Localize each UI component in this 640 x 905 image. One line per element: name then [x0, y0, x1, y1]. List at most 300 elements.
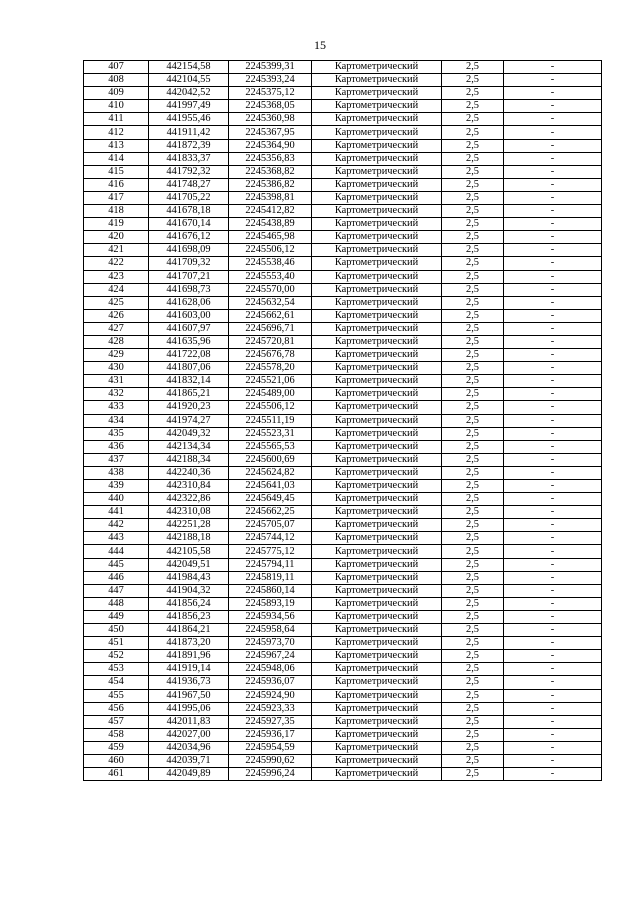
point-number-cell: 428 — [84, 335, 149, 348]
x-coordinate-cell: 442011,83 — [149, 715, 229, 728]
table-row — [84, 754, 602, 767]
point-number-cell: 459 — [84, 741, 149, 754]
description-cell: - — [504, 493, 602, 506]
accuracy-cell: 2,5 — [442, 741, 504, 754]
accuracy-cell: 2,5 — [442, 113, 504, 126]
table-row — [84, 87, 602, 100]
accuracy-cell: 2,5 — [442, 676, 504, 689]
point-number-cell: 433 — [84, 401, 149, 414]
y-coordinate-cell: 2245506,12 — [229, 244, 312, 257]
point-number-cell: 407 — [84, 61, 149, 74]
method-cell: Картометрический — [312, 74, 442, 87]
method-cell: Картометрический — [312, 139, 442, 152]
point-number-cell: 458 — [84, 728, 149, 741]
table-row — [84, 532, 602, 545]
table-row — [84, 584, 602, 597]
description-cell: - — [504, 571, 602, 584]
x-coordinate-cell: 442322,86 — [149, 493, 229, 506]
method-cell: Картометрический — [312, 663, 442, 676]
accuracy-cell: 2,5 — [442, 126, 504, 139]
method-cell: Картометрический — [312, 768, 442, 781]
method-cell: Картометрический — [312, 205, 442, 218]
description-cell: - — [504, 178, 602, 191]
description-cell: - — [504, 218, 602, 231]
method-cell: Картометрический — [312, 558, 442, 571]
accuracy-cell: 2,5 — [442, 571, 504, 584]
point-number-cell: 416 — [84, 178, 149, 191]
method-cell: Картометрический — [312, 624, 442, 637]
point-number-cell: 457 — [84, 715, 149, 728]
point-number-cell: 429 — [84, 349, 149, 362]
description-cell: - — [504, 191, 602, 204]
x-coordinate-cell: 442039,71 — [149, 754, 229, 767]
description-cell: - — [504, 532, 602, 545]
method-cell: Картометрический — [312, 309, 442, 322]
table-row — [84, 335, 602, 348]
description-cell: - — [504, 100, 602, 113]
table-row — [84, 466, 602, 479]
method-cell: Картометрический — [312, 480, 442, 493]
table-row — [84, 218, 602, 231]
y-coordinate-cell: 2245570,00 — [229, 283, 312, 296]
method-cell: Картометрический — [312, 545, 442, 558]
description-cell: - — [504, 152, 602, 165]
y-coordinate-cell: 2245399,31 — [229, 61, 312, 74]
accuracy-cell: 2,5 — [442, 74, 504, 87]
description-cell: - — [504, 349, 602, 362]
method-cell: Картометрический — [312, 231, 442, 244]
method-cell: Картометрический — [312, 322, 442, 335]
description-cell: - — [504, 205, 602, 218]
accuracy-cell: 2,5 — [442, 480, 504, 493]
x-coordinate-cell: 442251,28 — [149, 519, 229, 532]
accuracy-cell: 2,5 — [442, 257, 504, 270]
method-cell: Картометрический — [312, 165, 442, 178]
x-coordinate-cell: 441974,27 — [149, 414, 229, 427]
x-coordinate-cell: 441748,27 — [149, 178, 229, 191]
accuracy-cell: 2,5 — [442, 309, 504, 322]
method-cell: Картометрический — [312, 597, 442, 610]
table-row — [84, 545, 602, 558]
x-coordinate-cell: 441707,21 — [149, 270, 229, 283]
accuracy-cell: 2,5 — [442, 191, 504, 204]
table-row — [84, 676, 602, 689]
table-row — [84, 322, 602, 335]
accuracy-cell: 2,5 — [442, 466, 504, 479]
description-cell: - — [504, 126, 602, 139]
description-cell: - — [504, 689, 602, 702]
description-cell: - — [504, 768, 602, 781]
y-coordinate-cell: 2245860,14 — [229, 584, 312, 597]
y-coordinate-cell: 2245489,00 — [229, 388, 312, 401]
x-coordinate-cell: 441856,24 — [149, 597, 229, 610]
accuracy-cell: 2,5 — [442, 427, 504, 440]
point-number-cell: 434 — [84, 414, 149, 427]
accuracy-cell: 2,5 — [442, 205, 504, 218]
description-cell: - — [504, 414, 602, 427]
table-row — [84, 205, 602, 218]
x-coordinate-cell: 441807,06 — [149, 362, 229, 375]
point-number-cell: 426 — [84, 309, 149, 322]
table-row — [84, 741, 602, 754]
point-number-cell: 449 — [84, 610, 149, 623]
point-number-cell: 436 — [84, 440, 149, 453]
table-row — [84, 506, 602, 519]
description-cell: - — [504, 270, 602, 283]
point-number-cell: 418 — [84, 205, 149, 218]
accuracy-cell: 2,5 — [442, 87, 504, 100]
method-cell: Картометрический — [312, 257, 442, 270]
method-cell: Картометрический — [312, 152, 442, 165]
y-coordinate-cell: 2245973,70 — [229, 637, 312, 650]
point-number-cell: 448 — [84, 597, 149, 610]
table-row — [84, 152, 602, 165]
accuracy-cell: 2,5 — [442, 519, 504, 532]
x-coordinate-cell: 442310,08 — [149, 506, 229, 519]
accuracy-cell: 2,5 — [442, 178, 504, 191]
description-cell: - — [504, 61, 602, 74]
accuracy-cell: 2,5 — [442, 637, 504, 650]
accuracy-cell: 2,5 — [442, 362, 504, 375]
table-row — [84, 571, 602, 584]
x-coordinate-cell: 441698,09 — [149, 244, 229, 257]
table-row — [84, 637, 602, 650]
point-number-cell: 422 — [84, 257, 149, 270]
x-coordinate-cell: 442310,84 — [149, 480, 229, 493]
description-cell: - — [504, 74, 602, 87]
description-cell: - — [504, 440, 602, 453]
y-coordinate-cell: 2245393,24 — [229, 74, 312, 87]
accuracy-cell: 2,5 — [442, 663, 504, 676]
y-coordinate-cell: 2245662,25 — [229, 506, 312, 519]
description-cell: - — [504, 676, 602, 689]
x-coordinate-cell: 441705,22 — [149, 191, 229, 204]
description-cell: - — [504, 610, 602, 623]
accuracy-cell: 2,5 — [442, 401, 504, 414]
y-coordinate-cell: 2245924,90 — [229, 689, 312, 702]
description-cell: - — [504, 139, 602, 152]
y-coordinate-cell: 2245819,11 — [229, 571, 312, 584]
accuracy-cell: 2,5 — [442, 165, 504, 178]
y-coordinate-cell: 2245553,40 — [229, 270, 312, 283]
point-number-cell: 452 — [84, 650, 149, 663]
description-cell: - — [504, 506, 602, 519]
method-cell: Картометрический — [312, 715, 442, 728]
x-coordinate-cell: 442134,34 — [149, 440, 229, 453]
accuracy-cell: 2,5 — [442, 702, 504, 715]
y-coordinate-cell: 2245954,59 — [229, 741, 312, 754]
x-coordinate-cell: 441792,32 — [149, 165, 229, 178]
x-coordinate-cell: 441698,73 — [149, 283, 229, 296]
point-number-cell: 419 — [84, 218, 149, 231]
method-cell: Картометрический — [312, 296, 442, 309]
table-row — [84, 519, 602, 532]
method-cell: Картометрический — [312, 283, 442, 296]
description-cell: - — [504, 545, 602, 558]
y-coordinate-cell: 2245398,81 — [229, 191, 312, 204]
accuracy-cell: 2,5 — [442, 545, 504, 558]
description-cell: - — [504, 309, 602, 322]
point-number-cell: 425 — [84, 296, 149, 309]
point-number-cell: 444 — [84, 545, 149, 558]
accuracy-cell: 2,5 — [442, 283, 504, 296]
accuracy-cell: 2,5 — [442, 532, 504, 545]
table-row — [84, 597, 602, 610]
x-coordinate-cell: 441607,97 — [149, 322, 229, 335]
method-cell: Картометрический — [312, 362, 442, 375]
description-cell: - — [504, 519, 602, 532]
method-cell: Картометрический — [312, 100, 442, 113]
y-coordinate-cell: 2245936,17 — [229, 728, 312, 741]
table-row — [84, 126, 602, 139]
accuracy-cell: 2,5 — [442, 440, 504, 453]
description-cell: - — [504, 466, 602, 479]
description-cell: - — [504, 650, 602, 663]
y-coordinate-cell: 2245927,35 — [229, 715, 312, 728]
description-cell: - — [504, 231, 602, 244]
description-cell: - — [504, 427, 602, 440]
method-cell: Картометрический — [312, 349, 442, 362]
point-number-cell: 417 — [84, 191, 149, 204]
y-coordinate-cell: 2245967,24 — [229, 650, 312, 663]
method-cell: Картометрический — [312, 126, 442, 139]
table-row — [84, 257, 602, 270]
y-coordinate-cell: 2245948,06 — [229, 663, 312, 676]
y-coordinate-cell: 2245538,46 — [229, 257, 312, 270]
description-cell: - — [504, 375, 602, 388]
y-coordinate-cell: 2245676,78 — [229, 349, 312, 362]
table-row — [84, 480, 602, 493]
table-row — [84, 768, 602, 781]
table-row — [84, 100, 602, 113]
table-row — [84, 61, 602, 74]
description-cell: - — [504, 322, 602, 335]
method-cell: Картометрический — [312, 87, 442, 100]
description-cell: - — [504, 244, 602, 257]
point-number-cell: 423 — [84, 270, 149, 283]
method-cell: Картометрический — [312, 637, 442, 650]
y-coordinate-cell: 2245632,54 — [229, 296, 312, 309]
method-cell: Картометрический — [312, 440, 442, 453]
point-number-cell: 451 — [84, 637, 149, 650]
accuracy-cell: 2,5 — [442, 689, 504, 702]
y-coordinate-cell: 2245794,11 — [229, 558, 312, 571]
x-coordinate-cell: 441603,00 — [149, 309, 229, 322]
description-cell: - — [504, 453, 602, 466]
point-number-cell: 442 — [84, 519, 149, 532]
method-cell: Картометрический — [312, 571, 442, 584]
accuracy-cell: 2,5 — [442, 231, 504, 244]
y-coordinate-cell: 2245958,64 — [229, 624, 312, 637]
description-cell: - — [504, 637, 602, 650]
description-cell: - — [504, 663, 602, 676]
method-cell: Картометрический — [312, 466, 442, 479]
table-row — [84, 427, 602, 440]
point-number-cell: 460 — [84, 754, 149, 767]
method-cell: Картометрический — [312, 676, 442, 689]
table-row — [84, 139, 602, 152]
method-cell: Картометрический — [312, 584, 442, 597]
table-row — [84, 689, 602, 702]
coordinates-table — [83, 60, 602, 781]
accuracy-cell: 2,5 — [442, 322, 504, 335]
x-coordinate-cell: 441873,20 — [149, 637, 229, 650]
x-coordinate-cell: 442042,52 — [149, 87, 229, 100]
table-row — [84, 231, 602, 244]
y-coordinate-cell: 2245368,05 — [229, 100, 312, 113]
description-cell: - — [504, 597, 602, 610]
table-row — [84, 178, 602, 191]
method-cell: Картометрический — [312, 610, 442, 623]
x-coordinate-cell: 441919,14 — [149, 663, 229, 676]
x-coordinate-cell: 442049,32 — [149, 427, 229, 440]
description-cell: - — [504, 754, 602, 767]
table-row — [84, 414, 602, 427]
point-number-cell: 421 — [84, 244, 149, 257]
y-coordinate-cell: 2245996,24 — [229, 768, 312, 781]
point-number-cell: 447 — [84, 584, 149, 597]
point-number-cell: 441 — [84, 506, 149, 519]
y-coordinate-cell: 2245624,82 — [229, 466, 312, 479]
y-coordinate-cell: 2245775,12 — [229, 545, 312, 558]
y-coordinate-cell: 2245438,89 — [229, 218, 312, 231]
y-coordinate-cell: 2245364,90 — [229, 139, 312, 152]
accuracy-cell: 2,5 — [442, 624, 504, 637]
x-coordinate-cell: 441865,21 — [149, 388, 229, 401]
x-coordinate-cell: 441967,50 — [149, 689, 229, 702]
accuracy-cell: 2,5 — [442, 728, 504, 741]
point-number-cell: 455 — [84, 689, 149, 702]
y-coordinate-cell: 2245506,12 — [229, 401, 312, 414]
accuracy-cell: 2,5 — [442, 335, 504, 348]
y-coordinate-cell: 2245696,71 — [229, 322, 312, 335]
point-number-cell: 420 — [84, 231, 149, 244]
y-coordinate-cell: 2245412,82 — [229, 205, 312, 218]
table-row — [84, 401, 602, 414]
accuracy-cell: 2,5 — [442, 375, 504, 388]
x-coordinate-cell: 441995,06 — [149, 702, 229, 715]
description-cell: - — [504, 702, 602, 715]
accuracy-cell: 2,5 — [442, 218, 504, 231]
method-cell: Картометрический — [312, 728, 442, 741]
description-cell: - — [504, 584, 602, 597]
accuracy-cell: 2,5 — [442, 597, 504, 610]
method-cell: Картометрический — [312, 178, 442, 191]
method-cell: Картометрический — [312, 493, 442, 506]
point-number-cell: 424 — [84, 283, 149, 296]
x-coordinate-cell: 442027,00 — [149, 728, 229, 741]
y-coordinate-cell: 2245744,12 — [229, 532, 312, 545]
y-coordinate-cell: 2245641,03 — [229, 480, 312, 493]
table-row — [84, 388, 602, 401]
point-number-cell: 410 — [84, 100, 149, 113]
point-number-cell: 438 — [84, 466, 149, 479]
table-row — [84, 283, 602, 296]
method-cell: Картометрический — [312, 113, 442, 126]
method-cell: Картометрический — [312, 532, 442, 545]
method-cell: Картометрический — [312, 650, 442, 663]
accuracy-cell: 2,5 — [442, 650, 504, 663]
accuracy-cell: 2,5 — [442, 61, 504, 74]
x-coordinate-cell: 442104,55 — [149, 74, 229, 87]
table-row — [84, 309, 602, 322]
y-coordinate-cell: 2245705,07 — [229, 519, 312, 532]
y-coordinate-cell: 2245662,61 — [229, 309, 312, 322]
x-coordinate-cell: 441833,37 — [149, 152, 229, 165]
description-cell: - — [504, 401, 602, 414]
description-cell: - — [504, 87, 602, 100]
table-row — [84, 702, 602, 715]
method-cell: Картометрический — [312, 218, 442, 231]
y-coordinate-cell: 2245934,56 — [229, 610, 312, 623]
point-number-cell: 439 — [84, 480, 149, 493]
x-coordinate-cell: 442154,58 — [149, 61, 229, 74]
table-row — [84, 191, 602, 204]
x-coordinate-cell: 441856,23 — [149, 610, 229, 623]
method-cell: Картометрический — [312, 414, 442, 427]
y-coordinate-cell: 2245465,98 — [229, 231, 312, 244]
y-coordinate-cell: 2245368,82 — [229, 165, 312, 178]
y-coordinate-cell: 2245893,19 — [229, 597, 312, 610]
point-number-cell: 453 — [84, 663, 149, 676]
x-coordinate-cell: 441832,14 — [149, 375, 229, 388]
x-coordinate-cell: 442034,96 — [149, 741, 229, 754]
method-cell: Картометрический — [312, 519, 442, 532]
table-row — [84, 728, 602, 741]
method-cell: Картометрический — [312, 335, 442, 348]
point-number-cell: 443 — [84, 532, 149, 545]
x-coordinate-cell: 442049,89 — [149, 768, 229, 781]
x-coordinate-cell: 441936,73 — [149, 676, 229, 689]
method-cell: Картометрический — [312, 270, 442, 283]
point-number-cell: 431 — [84, 375, 149, 388]
y-coordinate-cell: 2245923,33 — [229, 702, 312, 715]
table-row — [84, 663, 602, 676]
x-coordinate-cell: 441670,14 — [149, 218, 229, 231]
table-row — [84, 558, 602, 571]
method-cell: Картометрический — [312, 741, 442, 754]
x-coordinate-cell: 441864,21 — [149, 624, 229, 637]
y-coordinate-cell: 2245936,07 — [229, 676, 312, 689]
x-coordinate-cell: 442188,18 — [149, 532, 229, 545]
point-number-cell: 408 — [84, 74, 149, 87]
description-cell: - — [504, 480, 602, 493]
point-number-cell: 461 — [84, 768, 149, 781]
table-row — [84, 165, 602, 178]
accuracy-cell: 2,5 — [442, 493, 504, 506]
accuracy-cell: 2,5 — [442, 506, 504, 519]
point-number-cell: 432 — [84, 388, 149, 401]
table-row — [84, 440, 602, 453]
point-number-cell: 430 — [84, 362, 149, 375]
point-number-cell: 409 — [84, 87, 149, 100]
point-number-cell: 437 — [84, 453, 149, 466]
point-number-cell: 450 — [84, 624, 149, 637]
description-cell: - — [504, 296, 602, 309]
accuracy-cell: 2,5 — [442, 584, 504, 597]
y-coordinate-cell: 2245600,69 — [229, 453, 312, 466]
accuracy-cell: 2,5 — [442, 715, 504, 728]
table-row — [84, 296, 602, 309]
description-cell: - — [504, 283, 602, 296]
accuracy-cell: 2,5 — [442, 610, 504, 623]
accuracy-cell: 2,5 — [442, 270, 504, 283]
method-cell: Картометрический — [312, 191, 442, 204]
x-coordinate-cell: 441891,96 — [149, 650, 229, 663]
method-cell: Картометрический — [312, 427, 442, 440]
description-cell: - — [504, 362, 602, 375]
x-coordinate-cell: 441955,46 — [149, 113, 229, 126]
